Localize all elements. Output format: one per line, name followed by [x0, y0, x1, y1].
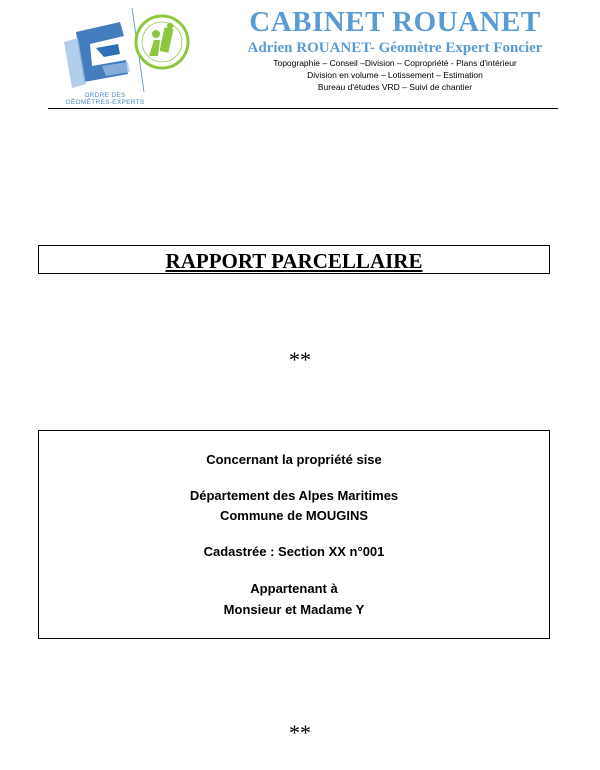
property-department: Département des Alpes Maritimes: [189, 488, 399, 503]
services-line-2: Division en volume – Lotissement – Estimation: [307, 70, 483, 80]
services-line-3: Bureau d'études VRD – Suivi de chantier: [317, 82, 473, 92]
logo-graphic: [46, 6, 196, 106]
logo-caption: [50, 92, 160, 106]
ordre-geometres-logo: [46, 6, 196, 106]
separator-bottom: **: [289, 720, 311, 745]
property-commune: Commune de MOUGINS: [219, 508, 369, 523]
firm-subtitle: Adrien ROUANET- Géomètre Expert Foncier: [247, 40, 543, 56]
property-intro: Concernant la propriété sise: [206, 452, 382, 467]
report-title-box: [38, 245, 550, 274]
property-owner: Monsieur et Madame Y: [223, 602, 365, 617]
logo-caption-line1: ORDRE DES: [84, 92, 126, 99]
firm-header: [220, 6, 570, 93]
separator-top: **: [289, 347, 311, 372]
logo-caption-line2: GÉOMÈTRES-EXPERTS: [65, 99, 145, 106]
report-title: RAPPORT PARCELLAIRE: [165, 249, 423, 273]
services-line-1: Topographie – Conseil –Division – Copropriété - Plans d'intérieur: [273, 58, 517, 68]
property-owner-label: Appartenant à: [250, 581, 338, 596]
property-info-box: [38, 430, 550, 639]
property-cadastre: Cadastrée : Section XX n°001: [203, 544, 385, 559]
firm-name: CABINET ROUANET: [249, 6, 541, 38]
header-divider: [48, 108, 558, 109]
